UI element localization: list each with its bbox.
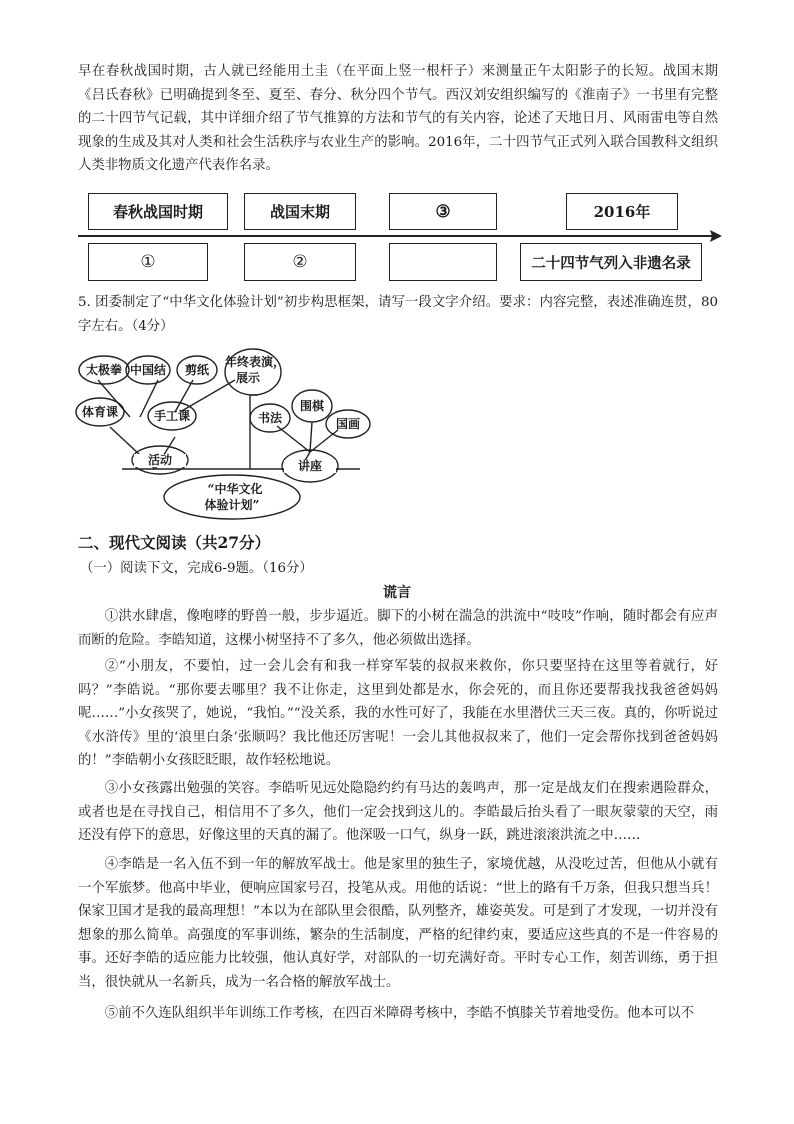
label-craft: 手工课 bbox=[153, 409, 191, 423]
timeline bbox=[0, 185, 794, 285]
timeline-top-1: 春秋战国时期 bbox=[88, 193, 228, 230]
label-calligraphy: 书法 bbox=[257, 411, 283, 425]
timeline-top-3: ③ bbox=[389, 193, 497, 230]
label-lecture: 讲座 bbox=[297, 459, 323, 473]
label-knot: 中国结 bbox=[129, 363, 167, 377]
question-5: 5. 团委制定了“中华文化体验计划”初步构思框架，请写一段文字介绍。要求：内容完整，表述准确连贯，80字左右。（4分） bbox=[78, 295, 718, 334]
timeline-top-2: 战国末期 bbox=[244, 193, 356, 230]
label-show-2: 展示 bbox=[235, 371, 261, 385]
timeline-answer-3[interactable] bbox=[389, 243, 497, 281]
story-paragraph-5: ⑤前不久连队组织半年训练工作考核，在四百米障碍考核中，李皓不慎膝关节着地受伤。他本可以不 bbox=[104, 1006, 694, 1021]
mindmap bbox=[70, 342, 390, 522]
story-paragraph-4: ④李皓是一名入伍不到一年的解放军战士。他是家里的独生子，家境优越，从没吃过苦，但他从小就有一个军旅梦。他高中毕业，便响应国家号召，投笔从戎。用他的话说：“世上的路有千万条，但我只想当兵！保家卫国才是我的最高理想！”本以为在部队里会很酷，队列整齐，雄姿英发。可是到了才发现，一切并没有想象的那么简单。高强度的军事训练，繁杂的生活制度，严格的纪律约束，要适应这些真的不是一件容易的事。还好李皓的适应能力比较强，他认真好学，对部队的一切充满好奇。平时专心工作，刻苦训练，勇于担当，很快就从一名新兵，成为一名合格的解放军战士。 bbox=[78, 857, 718, 990]
label-papercut: 剪纸 bbox=[184, 363, 210, 377]
story-paragraph-3: ③小女孩露出勉强的笑容。李皓听见远处隐隐约约有马达的轰鸣声，那一定是战友们在搜索遇险群众，或者也是在寻找自己，相信用不了多久，他们一定会找到这儿的。李皓最后抬头看了一眼灰蒙蒙的天空，雨还没有停下的意思，好像这里的天真的漏了。他深吸一口气，纵身一跃，跳进滚滚洪流之中…… bbox=[78, 781, 718, 844]
article-title: 谎言 bbox=[383, 585, 411, 601]
timeline-answer-2[interactable]: ② bbox=[244, 243, 356, 281]
root-line-1: “中华文化 bbox=[207, 482, 263, 496]
timeline-bottom-4: 二十四节气列入非遗名录 bbox=[520, 243, 702, 281]
label-activity: 活动 bbox=[147, 453, 173, 467]
label-go: 围棋 bbox=[299, 399, 325, 413]
label-taiji: 太极拳 bbox=[85, 363, 123, 377]
timeline-answer-1[interactable]: ① bbox=[88, 243, 208, 281]
section-subheading: （一）阅读下文，完成6-9题。（16分） bbox=[80, 561, 313, 576]
section-heading: 二、现代文阅读（共27分） bbox=[78, 533, 271, 552]
story-paragraph-2: ②“小朋友，不要怕，过一会儿会有和我一样穿军装的叔叔来救你，你只要坚持在这里等着就行，好吗？”李皓说。“那你要去哪里？我不让你走，这里到处都是水，你会死的，而且你还要帮我找我爸爸妈妈呢……”小女孩哭了，她说，“我怕。”“没关系，我的水性可好了，我能在水里潜伏三天三夜。真的，你听说过《水浒传》里的‘浪里白条’张顺吗？我比他还厉害呢！一会儿其他叔叔来了，他们一定会帮你找到爸爸妈妈的！”李皓朝小女孩眨眨眼，故作轻松地说。 bbox=[78, 659, 718, 769]
label-pe: 体育课 bbox=[81, 405, 119, 419]
timeline-top-4: 2016年 bbox=[566, 193, 678, 230]
root-label bbox=[205, 481, 263, 512]
root-line-2: 体验计划” bbox=[204, 498, 260, 512]
intro-paragraph: 早在春秋战国时期，古人就已经能用土圭（在平面上竖一根杆子）来测量正午太阳影子的长短。战国末期《吕氏春秋》已明确提到冬至、夏至、春分、秋分四个节气。西汉刘安组织编写的《淮南子》一书里有完整的二十四节气记载，其中详细介绍了节气推算的方法和节气的有关内容，论述了天地日月、风雨雷电等自然现象的生成及其对人类和社会生活秩序与农业生产的影响。2016年，二十四节气正式列入联合国教科文组织人类非物质文化遗产代表作名录。 bbox=[78, 64, 718, 174]
label-painting: 国画 bbox=[335, 417, 361, 431]
story-paragraph-1: ①洪水肆虐，像咆哮的野兽一般，步步逼近。脚下的小树在湍急的洪流中“吱吱”作响，随时都会有应声而断的危险。李皓知道，这棵小树坚持不了多久，他必须做出选择。 bbox=[78, 609, 718, 648]
label-show-1: 年终表演， bbox=[224, 355, 286, 369]
